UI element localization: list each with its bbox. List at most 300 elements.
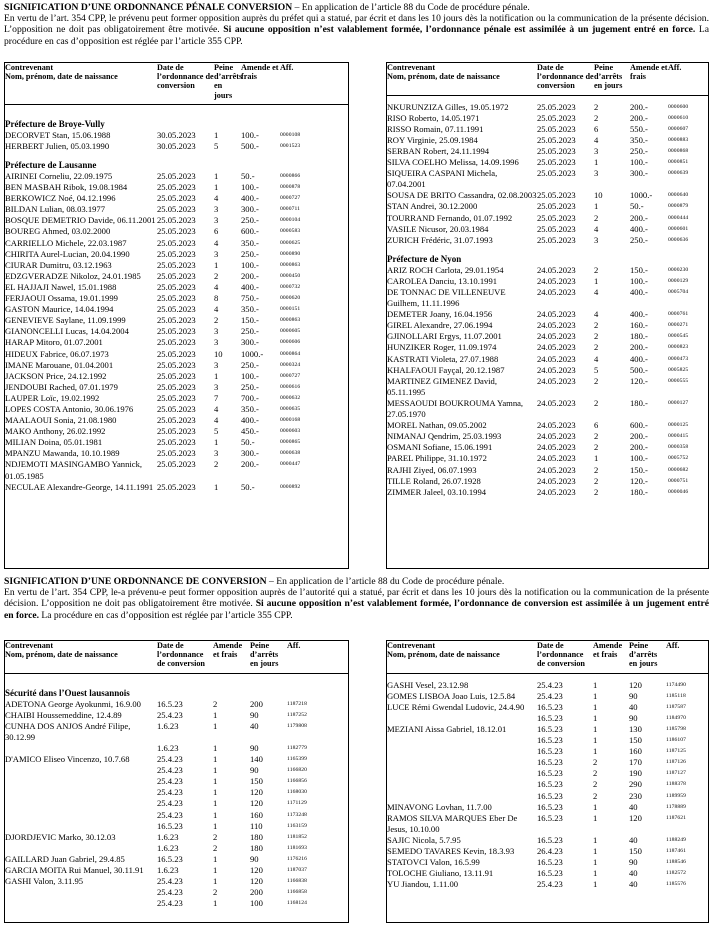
cell-date: 16.5.23	[157, 820, 183, 831]
cell-3: 1	[593, 679, 598, 690]
cell-3: 3	[214, 204, 219, 215]
cell-name: HIDEUX Fabrice, 06.07.1973	[5, 348, 109, 359]
table-row	[5, 226, 348, 237]
cell-3: 1	[593, 857, 598, 868]
section-text: En vertu de l’art. 354 CPP, le prévenu peut former opposition auprès du préfet qui a statué, par écrit et dans les 10 jours dès la notification ou la communication de la présente décision. L’opposition ne doit pas obligatoirement être motivée.	[4, 13, 709, 36]
table-row	[387, 287, 708, 309]
cell-3: 2	[593, 757, 598, 768]
cell-aff: 1166856	[287, 778, 308, 785]
cell-date: 24.05.2023	[537, 320, 576, 331]
table-row	[5, 821, 348, 832]
table-row	[387, 276, 708, 287]
cell-aff: 0005752	[668, 455, 689, 462]
cell-4: 350.-	[241, 237, 259, 248]
cell-aff: 1187127	[666, 770, 687, 777]
cell-aff: 1174490	[666, 681, 687, 688]
cell-3: 2	[214, 459, 219, 470]
cell-4: 170	[629, 757, 642, 768]
cell-3: 6	[594, 123, 599, 134]
cell-3: 1	[593, 879, 598, 890]
cell-name: JENDOUBI Rached, 07.01.1979	[5, 381, 118, 392]
cell-aff: 0000600	[668, 103, 689, 110]
cell-date: 16.5.23	[537, 768, 563, 779]
section-text-bold: Si aucune opposition n’est valablement formée, l’ordonnance de conversion est assimilée à un jugement entré en force.	[4, 598, 709, 621]
cell-name: D'AMICO Eliseo Vincenzo, 10.7.68	[5, 754, 130, 765]
cell-aff: 0000127	[668, 399, 689, 406]
cell-aff: 0001523	[280, 142, 301, 149]
table-row	[5, 843, 348, 854]
cell-aff: 1184970	[666, 714, 687, 721]
cell-date: 25.4.23	[157, 876, 183, 887]
cell-name: TOURRAND Fernando, 01.07.1992	[387, 212, 513, 223]
cell-4: 120	[250, 787, 263, 798]
cell-3: 1	[213, 776, 218, 787]
cell-date: 25.05.2023	[157, 459, 196, 470]
table-row	[387, 813, 708, 835]
cell-4: 150.-	[630, 264, 648, 275]
cell-name: CIURAR Dumitru, 03.12.1963	[5, 259, 112, 270]
column-header-title: Contrevenant	[387, 641, 436, 650]
cell-name	[5, 898, 157, 909]
cell-aff: 0000682	[668, 466, 689, 473]
table-row	[5, 382, 348, 393]
cell-3: 3	[214, 215, 219, 226]
cell-3: 1	[213, 742, 218, 753]
cell-4: 50.-	[241, 437, 255, 448]
column-header-3: Amende et frais	[593, 641, 629, 673]
table-row	[5, 326, 348, 337]
cell-aff: 1179808	[287, 722, 308, 729]
cell-name: MILIAN Doina, 05.01.1981	[5, 437, 103, 448]
table-row	[387, 713, 708, 724]
table-row	[5, 293, 348, 304]
cell-3: 2	[594, 464, 599, 475]
cell-name: MAKO Anthony, 26.02.1992	[5, 426, 106, 437]
cell-3: 3	[594, 168, 599, 179]
cell-aff: 0000639	[668, 170, 689, 177]
cell-date: 25.4.23	[157, 787, 183, 798]
cell-3: 1	[214, 171, 219, 181]
cell-4: 300.-	[241, 204, 259, 215]
cell-4: 150.-	[241, 315, 259, 326]
cell-3: 1	[593, 723, 598, 734]
cell-aff: 1187218	[287, 700, 308, 707]
cell-3: 3	[214, 337, 219, 348]
table-row	[5, 349, 348, 360]
cell-name: GAILLARD Juan Gabriel, 29.4.85	[5, 853, 125, 864]
cell-date: 16.5.23	[537, 779, 563, 790]
cell-4: 400.-	[630, 353, 648, 364]
cell-4: 40	[629, 801, 638, 812]
cell-date: 25.05.2023	[157, 259, 196, 270]
cell-name	[5, 821, 157, 832]
group-heading: Préfecture de Broye-Vully	[5, 118, 105, 129]
cell-date: 25.05.2023	[537, 145, 576, 156]
cell-4: 250.-	[630, 145, 648, 156]
cell-name	[387, 779, 537, 790]
cell-date: 24.05.2023	[537, 287, 576, 298]
cell-aff: 0000125	[668, 422, 689, 429]
cell-date: 25.05.2023	[157, 315, 196, 326]
cell-name	[5, 787, 157, 798]
cell-aff: 1168030	[287, 789, 308, 796]
cell-4: 350.-	[241, 304, 259, 315]
table-row	[5, 876, 348, 887]
cell-date: 25.05.2023	[537, 201, 576, 212]
cell-3: 4	[594, 223, 599, 234]
table-row	[5, 743, 348, 754]
section-title: SIGNIFICATION D’UNE ORDONNANCE PÉNALE CONVERSION	[4, 2, 293, 13]
cell-aff: 0005704	[668, 289, 689, 296]
cell-name: MAALAOUI Sonia, 21.08.1980	[5, 415, 117, 426]
table-row	[387, 791, 708, 802]
group-heading: Préfecture de Lausanne	[5, 160, 97, 170]
cell-name: BOSQUE DEMETRIO Davide, 06.11.2001	[5, 215, 156, 226]
cell-4: 200.-	[630, 431, 648, 442]
cell-aff: 0000607	[668, 125, 689, 132]
cell-date: 1.6.23	[157, 742, 179, 753]
table-row	[387, 487, 708, 498]
table-row	[5, 282, 348, 293]
column-header-date: Date de l’ordonnance de conversion	[157, 63, 214, 104]
cell-date: 16.5.23	[537, 757, 563, 768]
cell-name: YU Jiandou, 1.11.00	[387, 879, 459, 890]
cell-name	[5, 776, 157, 787]
cell-date: 24.05.2023	[537, 442, 576, 453]
column-header-4: Peine d’arrêts en jours	[250, 641, 287, 673]
cell-3: 2	[594, 442, 599, 453]
cell-date: 24.05.2023	[537, 353, 576, 364]
table-row	[387, 879, 708, 890]
cell-4: 290	[629, 779, 642, 790]
cell-name	[5, 743, 157, 754]
cell-name: ARIZ ROCH Carlota, 29.01.1954	[387, 264, 504, 275]
group-heading-row	[5, 111, 348, 130]
cell-3: 2	[594, 264, 599, 275]
table-row	[387, 235, 708, 246]
cell-aff: 1178889	[666, 803, 687, 810]
cell-name: TOLOCHE Giuliano, 13.11.91	[387, 868, 494, 879]
column-header-aff: Aff.	[668, 63, 708, 95]
table-row	[387, 868, 708, 879]
cell-4: 160.-	[630, 320, 648, 331]
cell-aff: 0000606	[280, 339, 301, 346]
table-row	[387, 342, 708, 353]
column-header-date: Date de l’ordonnance de conversion	[157, 641, 213, 673]
cell-aff: 0005825	[668, 366, 689, 373]
cell-date: 25.05.2023	[157, 426, 196, 437]
table-row	[387, 802, 708, 813]
cell-4: 40	[629, 879, 638, 890]
cell-3: 1	[593, 801, 598, 812]
cell-aff: 0000892	[280, 483, 301, 490]
cell-aff: 1166838	[287, 878, 308, 885]
cell-4: 400.-	[241, 193, 259, 204]
cell-name: GOMES LISBOA Joao Luis, 12.5.84	[387, 690, 516, 701]
cell-name	[387, 768, 537, 779]
table-row	[5, 887, 348, 898]
cell-name: RISSO Romain, 07.11.1991	[387, 123, 484, 134]
cell-name: EDZGVERADZE Nikoloz, 24.01.1985	[5, 270, 141, 281]
cell-4: 200.-	[630, 112, 648, 123]
cell-date: 16.5.23	[537, 834, 563, 845]
cell-aff: 0000636	[668, 236, 689, 243]
cell-3: 4	[214, 304, 219, 315]
cell-4: 40	[250, 720, 259, 731]
cell-3: 2	[214, 315, 219, 326]
table-left-penal	[4, 62, 349, 569]
cell-date: 24.05.2023	[537, 375, 576, 386]
table-row	[5, 482, 348, 493]
cell-3: 1	[594, 453, 599, 464]
cell-aff: 0000638	[280, 450, 301, 457]
section-intro	[4, 2, 709, 47]
column-header-aff: Aff.	[280, 63, 348, 104]
cell-4: 350.-	[241, 403, 259, 414]
cell-3: 1	[593, 701, 598, 712]
cell-date: 16.5.23	[537, 812, 563, 823]
cell-name	[5, 887, 157, 898]
cell-date: 25.4.23	[157, 898, 183, 909]
table-row	[5, 721, 348, 743]
cell-name: CAROLEA Danciu, 13.10.1991	[387, 275, 498, 286]
column-header-date: Date de l’ordonnance de conversion	[537, 641, 593, 673]
data-table	[5, 63, 348, 493]
cell-date: 25.4.23	[157, 765, 183, 776]
cell-date: 25.05.2023	[537, 157, 576, 168]
cell-name: SILVA COELHO Melissa, 14.09.1996	[387, 157, 519, 168]
cell-aff: 1185798	[666, 725, 687, 732]
cell-3: 2	[594, 212, 599, 223]
cell-date: 26.4.23	[537, 846, 563, 857]
cell-4: 180.-	[630, 486, 648, 497]
cell-name: GASHI Valon, 3.11.95	[5, 876, 84, 887]
cell-3: 6	[214, 226, 219, 237]
table-row	[5, 776, 348, 787]
cell-date: 16.5.23	[537, 857, 563, 868]
table-row	[387, 453, 708, 464]
cell-3: 4	[594, 287, 599, 298]
table-row	[387, 691, 708, 702]
cell-date: 25.4.23	[157, 776, 183, 787]
cell-date: 25.05.2023	[157, 193, 196, 204]
table-row	[5, 315, 348, 326]
cell-date: 25.05.2023	[157, 415, 196, 426]
cell-aff: 1188546	[666, 859, 687, 866]
cell-aff: 0000601	[668, 225, 689, 232]
table-row	[387, 398, 708, 420]
column-header-name	[387, 63, 537, 95]
cell-name: LUCE Rémi Gwendal Ludovic, 24.4.90	[387, 701, 525, 712]
cell-aff: 0000610	[668, 114, 689, 121]
column-header-title: Contrevenant	[387, 63, 436, 72]
cell-date: 16.5.23	[157, 698, 183, 709]
group-heading-row	[5, 152, 348, 171]
table-row	[387, 309, 708, 320]
column-header-4: Amende et frais	[630, 63, 668, 95]
column-header-subtitle: Nom, prénom, date de naissance	[5, 72, 118, 82]
column-header-3: Peine d’arrêts en jours	[214, 63, 241, 104]
cell-3: 1	[214, 437, 219, 448]
cell-name: GIREL Alexandre, 27.06.1994	[387, 320, 493, 331]
cell-3: 5	[594, 364, 599, 375]
cell-date: 25.05.2023	[157, 337, 196, 348]
cell-4: 120	[250, 876, 263, 887]
cell-4: 50.-	[241, 481, 255, 492]
cell-3: 4	[214, 237, 219, 248]
cell-date: 16.5.23	[537, 790, 563, 801]
cell-name: MESSAOUDI BOUKROUMA Yamna, 27.05.1970	[387, 397, 524, 420]
cell-date: 24.05.2023	[537, 453, 576, 464]
cell-aff: 1166820	[287, 767, 308, 774]
cell-4: 100.-	[241, 182, 259, 193]
cell-4: 1000.-	[630, 190, 653, 201]
cell-name: NKURUNZIZA Gilles, 19.05.1972	[387, 101, 509, 112]
cell-3: 1	[213, 765, 218, 776]
cell-name: RISO Roberto, 14.05.1971	[387, 112, 480, 123]
table-row	[5, 204, 348, 215]
cell-name: BERKOWICZ Noé, 04.12.1996	[5, 193, 116, 204]
group-heading: Préfecture de Nyon	[387, 253, 462, 264]
cell-3: 10	[214, 348, 223, 359]
section-text-end: La procédure en cas d’opposition est réglée par l’article 355 CPP.	[38, 609, 293, 621]
cell-date: 25.4.23	[157, 887, 183, 898]
cell-name: DEMETER Joany, 16.04.1956	[387, 309, 493, 320]
cell-name: GIANONCELLI Lucas, 14.04.2004	[5, 326, 129, 337]
table-row	[387, 420, 708, 431]
cell-date: 25.05.2023	[157, 437, 196, 448]
cell-3: 4	[214, 415, 219, 426]
table-row	[5, 810, 348, 821]
cell-date: 25.05.2023	[537, 234, 576, 245]
cell-4: 200	[250, 887, 263, 898]
cell-date: 25.05.2023	[537, 101, 576, 112]
cell-aff: 0000473	[668, 355, 689, 362]
cell-4: 200.-	[241, 459, 259, 470]
cell-4: 400.-	[630, 309, 648, 320]
cell-4: 550.-	[630, 123, 648, 134]
table-header-row	[5, 63, 348, 104]
cell-aff: 1181693	[287, 844, 308, 851]
cell-name: BILDAN Lulian, 08.03.1977	[5, 204, 106, 215]
cell-3: 1	[213, 898, 218, 909]
table-row	[387, 680, 708, 691]
column-header-4: Peine d’arrêts en jours	[629, 641, 666, 673]
cell-aff: 0000823	[668, 344, 689, 351]
cell-name: MPANZU Mawanda, 10.10.1989	[5, 448, 120, 459]
cell-aff: 1186107	[666, 737, 687, 744]
cell-name: PAREL Philippe, 31.10.1972	[387, 453, 487, 464]
cell-name: LAUPER Loïc, 19.02.1992	[5, 392, 100, 403]
cell-4: 100.-	[241, 370, 259, 381]
cell-aff: 0000358	[668, 444, 689, 451]
cell-4: 40	[629, 834, 638, 845]
table-row	[5, 898, 348, 909]
table-row	[5, 448, 348, 459]
cell-name: TILLE Roland, 26.07.1928	[387, 475, 481, 486]
cell-name	[387, 713, 537, 724]
table-row	[5, 426, 348, 437]
table-row	[387, 768, 708, 779]
cell-name: JACKSON Price, 24.12.1992	[5, 370, 107, 381]
cell-4: 160	[250, 809, 263, 820]
cell-3: 2	[594, 375, 599, 386]
cell-name: GARCIA MOITA Rui Manuel, 30.11.91	[5, 865, 144, 876]
cell-4: 120	[250, 798, 263, 809]
table-row	[387, 365, 708, 376]
cell-4: 200.-	[241, 270, 259, 281]
table-row	[387, 857, 708, 868]
cell-name	[5, 798, 157, 809]
cell-date: 16.5.23	[537, 712, 563, 723]
cell-date: 25.05.2023	[157, 204, 196, 215]
cell-date: 1.6.23	[157, 842, 179, 853]
cell-3: 1	[213, 709, 218, 720]
cell-date: 25.4.23	[157, 798, 183, 809]
cell-4: 400.-	[241, 415, 259, 426]
cell-name	[387, 791, 537, 802]
cell-date: 25.05.2023	[157, 226, 196, 237]
cell-date: 24.05.2023	[537, 275, 576, 286]
cell-aff: 1187587	[666, 703, 687, 710]
table-row	[5, 238, 348, 249]
cell-4: 250.-	[630, 234, 648, 245]
cell-3: 1	[594, 275, 599, 286]
cell-4: 190	[629, 768, 642, 779]
cell-name: NECULAE Alexandre-George, 14.11.1991	[5, 481, 154, 492]
section-intro	[4, 576, 709, 621]
cell-aff: 1171129	[287, 800, 307, 807]
cell-3: 1	[213, 853, 218, 864]
cell-name: ZIMMER Jaleel, 03.10.1994	[387, 486, 487, 497]
cell-aff: 1188249	[666, 836, 687, 843]
cell-4: 300.-	[241, 448, 259, 459]
cell-name: DECORVET Stan, 15.06.1988	[5, 129, 111, 140]
table-right-penal	[386, 62, 709, 569]
cell-3: 6	[594, 420, 599, 431]
cell-date: 1.6.23	[157, 720, 179, 731]
cell-aff: 1189959	[666, 792, 687, 799]
cell-aff: 0000863	[280, 317, 301, 324]
cell-aff: 1185118	[666, 692, 686, 699]
cell-4: 150.-	[630, 464, 648, 475]
cell-aff: 0000851	[668, 159, 689, 166]
cell-aff: 0000625	[280, 239, 301, 246]
cell-aff: 0000129	[668, 277, 689, 284]
cell-4: 120.-	[630, 475, 648, 486]
cell-date: 25.4.23	[157, 754, 183, 765]
cell-3: 3	[214, 359, 219, 370]
table-row	[5, 787, 348, 798]
cell-4: 160	[629, 746, 642, 757]
cell-4: 90	[250, 765, 259, 776]
column-header-3: Amende et frais	[213, 641, 250, 673]
cell-3: 4	[594, 134, 599, 145]
cell-aff: 0000444	[668, 214, 689, 221]
table-header-row	[387, 641, 708, 673]
cell-aff: 1187126	[666, 759, 687, 766]
cell-3: 4	[214, 193, 219, 204]
cell-3: 1	[213, 720, 218, 731]
cell-date: 25.05.2023	[157, 392, 196, 403]
cell-3: 3	[214, 248, 219, 259]
cell-3: 2	[594, 331, 599, 342]
cell-date: 25.05.2023	[157, 270, 196, 281]
cell-date: 16.5.23	[157, 853, 183, 864]
cell-name: CUNHA DOS ANJOS André Filipe, 30.12.99	[5, 720, 131, 742]
cell-4: 600.-	[241, 226, 259, 237]
cell-date: 25.05.2023	[157, 281, 196, 292]
